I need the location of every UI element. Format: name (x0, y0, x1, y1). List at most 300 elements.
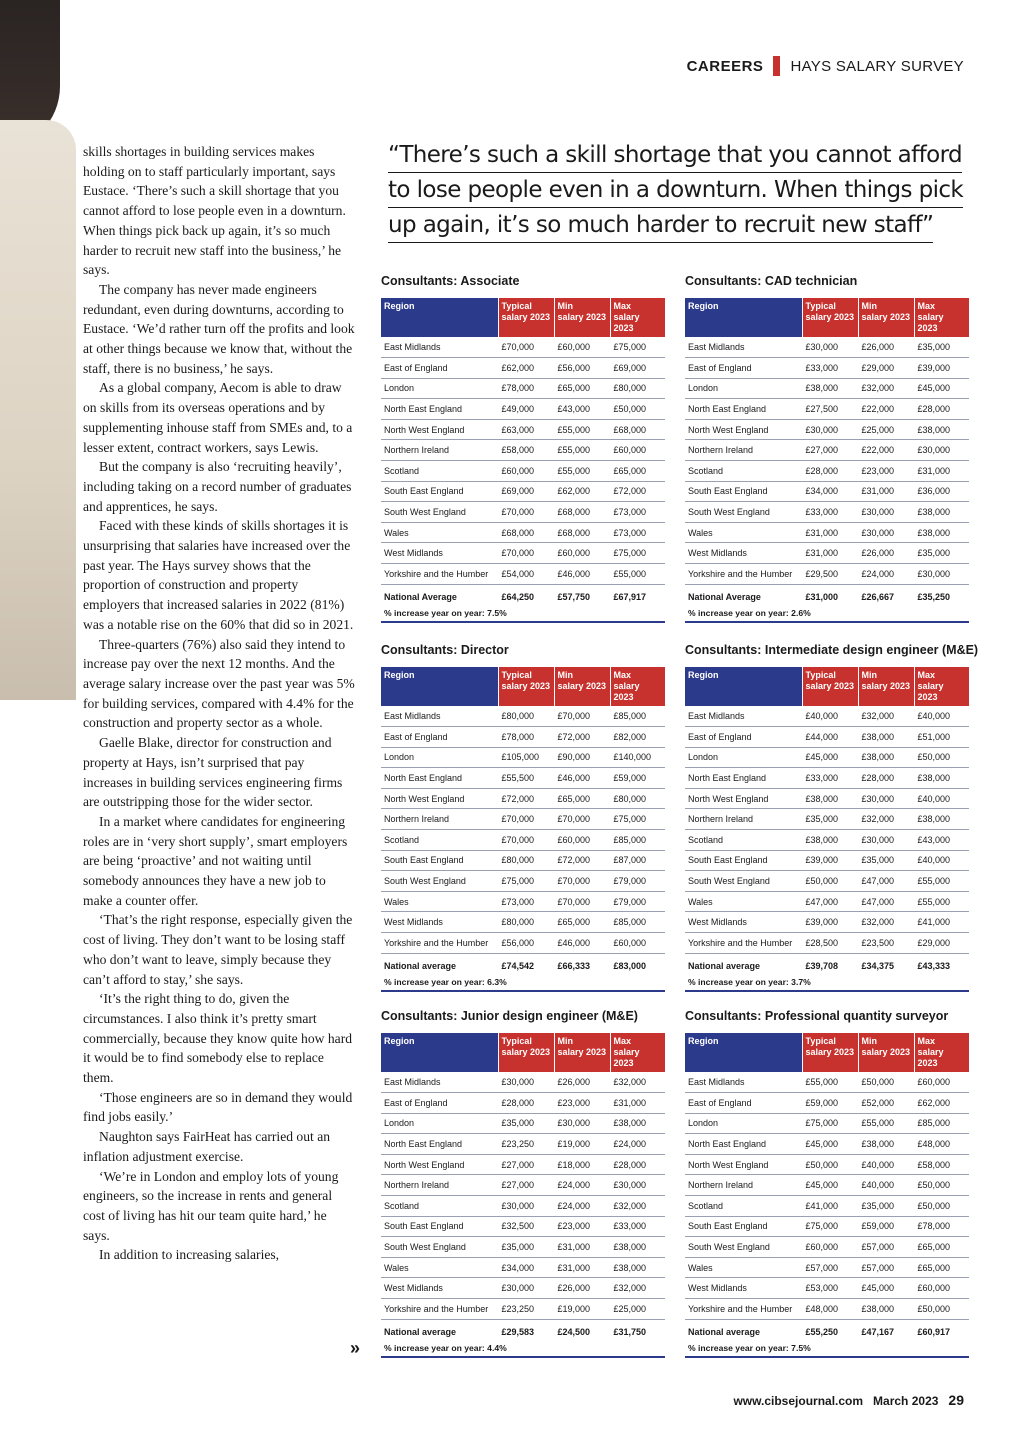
average-cell: £67,917 (610, 584, 665, 606)
average-cell: £55,250 (802, 1319, 858, 1341)
table-cell: North East England (685, 768, 802, 789)
table-cell: Wales (381, 1257, 498, 1278)
header-min: Min salary 2023 (554, 1033, 610, 1072)
table-cell: £65,000 (914, 1257, 969, 1278)
table-cell: £68,000 (498, 522, 554, 543)
continue-marker: » (350, 1338, 361, 1358)
table-row (685, 809, 969, 830)
table-row (381, 809, 665, 830)
table-cell: East of England (381, 358, 498, 379)
table-cell: £48,000 (914, 1134, 969, 1155)
table-cell: £30,000 (858, 788, 914, 809)
average-cell: £83,000 (610, 953, 665, 975)
salary-table-associate (381, 274, 665, 623)
table-cell: £27,000 (802, 440, 858, 461)
table-cell: £19,000 (554, 1134, 610, 1155)
table-cell: £24,000 (554, 1175, 610, 1196)
average-cell: £31,000 (802, 584, 858, 606)
header-region: Region (381, 1033, 498, 1072)
average-cell: £60,917 (914, 1319, 969, 1341)
table-cell: £72,000 (554, 727, 610, 748)
page-number: 29 (948, 1392, 964, 1408)
table-cell: £32,000 (610, 1072, 665, 1093)
table-cell: London (685, 378, 802, 399)
table-cell: £32,000 (610, 1196, 665, 1217)
table-cell: Wales (381, 891, 498, 912)
table-cell: £59,000 (802, 1093, 858, 1114)
yearly-increase: % increase year on year: 6.3% (381, 975, 665, 992)
salary-table-intermediate-design-engineer (685, 643, 979, 992)
table-cell: £35,000 (858, 850, 914, 871)
table-cell: £54,000 (498, 564, 554, 585)
header-typical: Typical salary 2023 (802, 298, 858, 337)
table-cell: £68,000 (610, 419, 665, 440)
table-cell: £35,000 (498, 1237, 554, 1258)
salary-table (685, 667, 969, 975)
header-typical: Typical salary 2023 (498, 667, 554, 706)
table-cell: £60,000 (498, 461, 554, 482)
table-cell: £23,000 (858, 461, 914, 482)
header-typical: Typical salary 2023 (802, 667, 858, 706)
salary-table (381, 1033, 665, 1341)
header-typical: Typical salary 2023 (498, 298, 554, 337)
national-average-row (685, 584, 969, 606)
table-cell: £28,000 (858, 768, 914, 789)
table-cell: West Midlands (685, 912, 802, 933)
table-cell: £60,000 (914, 1072, 969, 1093)
table-cell: £40,000 (802, 706, 858, 727)
table-cell: £80,000 (610, 378, 665, 399)
body-paragraph: ‘We’re in London and employ lots of young engineers, so the increase in rents and general cost of living has hit our team quite hard,’ he says. (83, 1168, 339, 1243)
table-cell: £31,000 (802, 522, 858, 543)
table-cell: Northern Ireland (685, 1175, 802, 1196)
table-cell: £55,000 (914, 871, 969, 892)
table-row (685, 1113, 969, 1134)
national-average-row (685, 953, 969, 975)
table-cell: £31,000 (554, 1237, 610, 1258)
table-header-row (685, 1033, 969, 1072)
table-cell: £38,000 (858, 1134, 914, 1155)
body-paragraph: Gaelle Blake, director for construction and property at Hays, isn’t surprised that pay increases in building services engineering firms are outstripping those for the wider sector. (83, 735, 343, 810)
table-cell: £55,000 (554, 419, 610, 440)
table-header-row (685, 667, 969, 706)
table-row (381, 502, 665, 523)
table-cell: £38,000 (858, 747, 914, 768)
table-cell: South West England (685, 502, 802, 523)
table-row (685, 419, 969, 440)
table-cell: East of England (685, 727, 802, 748)
table-cell: £34,000 (498, 1257, 554, 1278)
table-row (381, 1237, 665, 1258)
table-cell: £23,250 (498, 1134, 554, 1155)
table-row (381, 419, 665, 440)
table-row (685, 1237, 969, 1258)
table-header-row (685, 298, 969, 337)
table-cell: £38,000 (610, 1237, 665, 1258)
header-typical: Typical salary 2023 (802, 1033, 858, 1072)
table-cell: South West England (685, 871, 802, 892)
table-cell: North West England (685, 788, 802, 809)
table-row (381, 1216, 665, 1237)
average-cell: £29,583 (498, 1319, 554, 1341)
table-cell: £47,000 (802, 891, 858, 912)
yearly-increase: % increase year on year: 7.5% (381, 606, 665, 623)
table-row (381, 747, 665, 768)
yearly-increase: % increase year on year: 2.6% (685, 606, 969, 623)
table-row (381, 337, 665, 358)
table-cell: East of England (381, 1093, 498, 1114)
table-cell: Wales (381, 522, 498, 543)
table-cell: £45,000 (802, 1175, 858, 1196)
header-max: Max salary 2023 (914, 1033, 969, 1072)
table-cell: East Midlands (381, 706, 498, 727)
table-row (381, 871, 665, 892)
table-cell: £33,000 (802, 358, 858, 379)
table-row (381, 727, 665, 748)
table-cell: South East England (685, 850, 802, 871)
body-paragraph: Faced with these kinds of skills shortages it is unsurprising that salaries have increased over the past year. The Hays survey shows that the proportion of construction and property employers that increased salaries in 2022 (81%) was a notable rise on the 60% that did so in 2021. (83, 518, 354, 632)
table-cell: £18,000 (554, 1154, 610, 1175)
table-cell: £32,000 (858, 809, 914, 830)
table-row (685, 1093, 969, 1114)
table-cell: £29,500 (802, 564, 858, 585)
table-cell: £28,000 (914, 399, 969, 420)
table-row (685, 850, 969, 871)
table-cell: £73,000 (498, 891, 554, 912)
average-cell: £35,250 (914, 584, 969, 606)
table-cell: Yorkshire and the Humber (381, 1299, 498, 1320)
table-cell: £60,000 (554, 830, 610, 851)
table-cell: £55,500 (498, 768, 554, 789)
table-cell: South East England (381, 1216, 498, 1237)
table-row (381, 522, 665, 543)
table-row (381, 830, 665, 851)
table-row (685, 337, 969, 358)
subsection-label: HAYS SALARY SURVEY (790, 57, 964, 75)
salary-table (685, 1033, 969, 1341)
table-cell: £30,000 (858, 502, 914, 523)
table-cell: North East England (381, 399, 498, 420)
table-cell: South East England (381, 850, 498, 871)
table-cell: £62,000 (498, 358, 554, 379)
table-cell: £56,000 (498, 933, 554, 954)
table-row (381, 543, 665, 564)
table-cell: £70,000 (554, 871, 610, 892)
table-cell: £50,000 (802, 1154, 858, 1175)
table-cell: £50,000 (914, 1196, 969, 1217)
table-cell: Yorkshire and the Humber (381, 564, 498, 585)
table-cell: £70,000 (498, 830, 554, 851)
table-cell: £80,000 (498, 912, 554, 933)
table-cell: £30,000 (914, 440, 969, 461)
table-cell: West Midlands (685, 543, 802, 564)
header-divider (773, 56, 780, 76)
table-cell: £60,000 (554, 543, 610, 564)
table-cell: Yorkshire and the Humber (381, 933, 498, 954)
pull-quote-line: to lose people even in a downturn. When things pick (388, 173, 963, 208)
table-cell: £85,000 (610, 912, 665, 933)
table-cell: £140,000 (610, 747, 665, 768)
table-cell: £58,000 (498, 440, 554, 461)
table-cell: Northern Ireland (381, 440, 498, 461)
page-footer (733, 1392, 964, 1408)
body-paragraph: Three-quarters (76%) also said they intend to increase pay over the next 12 months. And the average salary increase over the past year was 5% for building services, compared with 4.4% for the construction and property sector as a whole. (83, 636, 355, 731)
table-cell: £79,000 (610, 871, 665, 892)
table-cell: £72,000 (554, 850, 610, 871)
salary-table-quantity-surveyor (685, 1009, 969, 1358)
table-row (685, 871, 969, 892)
average-cell: National Average (688, 592, 761, 603)
table-row (685, 1175, 969, 1196)
header-min: Min salary 2023 (858, 1033, 914, 1072)
table-cell: Scotland (381, 830, 498, 851)
table-row (685, 891, 969, 912)
table-cell: £68,000 (554, 522, 610, 543)
salary-table (381, 298, 665, 606)
national-average-row (381, 953, 665, 975)
table-cell: £27,000 (498, 1154, 554, 1175)
table-header-row (381, 298, 665, 337)
table-cell: £50,000 (802, 871, 858, 892)
table-cell: £73,000 (610, 522, 665, 543)
table-row (381, 706, 665, 727)
table-cell: £28,000 (610, 1154, 665, 1175)
table-title: Consultants: CAD technician (685, 274, 858, 288)
average-cell: £39,708 (802, 953, 858, 975)
pull-quote-line: up again, it’s so much harder to recruit new staff” (388, 208, 933, 243)
table-cell: £23,500 (858, 933, 914, 954)
issue-date: March 2023 (873, 1394, 939, 1408)
table-cell: £30,000 (498, 1072, 554, 1093)
table-cell: £35,000 (802, 809, 858, 830)
header-max: Max salary 2023 (610, 298, 665, 337)
table-cell: £50,000 (610, 399, 665, 420)
table-cell: £48,000 (802, 1299, 858, 1320)
table-row (685, 1216, 969, 1237)
table-cell: £78,000 (498, 727, 554, 748)
table-cell: £79,000 (610, 891, 665, 912)
table-cell: £30,000 (498, 1196, 554, 1217)
table-row (381, 378, 665, 399)
table-cell: South East England (685, 481, 802, 502)
table-cell: £39,000 (802, 850, 858, 871)
table-cell: £38,000 (858, 727, 914, 748)
body-paragraph: In addition to increasing salaries, (99, 1247, 280, 1263)
table-row (381, 564, 665, 585)
table-cell: Scotland (381, 1196, 498, 1217)
table-cell: £57,000 (802, 1257, 858, 1278)
table-row (381, 461, 665, 482)
table-cell: £30,000 (858, 830, 914, 851)
table-cell: £40,000 (858, 1175, 914, 1196)
body-paragraph: ‘It’s the right thing to do, given the circumstances. I also think it’s pretty smart commercially, because they know quite how hard it would be to find somebody else to replace them. (83, 991, 353, 1086)
table-cell: £29,000 (858, 358, 914, 379)
table-cell: North East England (381, 768, 498, 789)
table-cell: £26,000 (554, 1278, 610, 1299)
table-cell: £30,000 (554, 1113, 610, 1134)
table-row (685, 1072, 969, 1093)
table-cell: £38,000 (802, 788, 858, 809)
table-cell: North East England (685, 399, 802, 420)
table-cell: London (685, 747, 802, 768)
table-cell: £78,000 (498, 378, 554, 399)
table-cell: £63,000 (498, 419, 554, 440)
yearly-increase: % increase year on year: 3.7% (685, 975, 969, 992)
table-cell: £31,000 (610, 1093, 665, 1114)
table-cell: £68,000 (554, 502, 610, 523)
table-cell: £30,000 (802, 419, 858, 440)
table-row (685, 1257, 969, 1278)
table-cell: £50,000 (914, 1299, 969, 1320)
table-cell: Wales (685, 522, 802, 543)
table-cell: West Midlands (381, 912, 498, 933)
table-cell: £50,000 (914, 1175, 969, 1196)
table-row (685, 461, 969, 482)
table-cell: £43,000 (914, 830, 969, 851)
table-title: Consultants: Director (381, 643, 509, 657)
table-row (381, 1072, 665, 1093)
table-row (685, 543, 969, 564)
table-cell: North West England (381, 1154, 498, 1175)
table-cell: £38,000 (914, 419, 969, 440)
table-row (381, 1113, 665, 1134)
table-cell: West Midlands (381, 1278, 498, 1299)
table-cell: East of England (381, 727, 498, 748)
header-min: Min salary 2023 (554, 667, 610, 706)
table-cell: £60,000 (610, 933, 665, 954)
table-cell: £75,000 (802, 1216, 858, 1237)
table-cell: £26,000 (858, 337, 914, 358)
table-cell: £40,000 (914, 788, 969, 809)
table-cell: North West England (381, 788, 498, 809)
table-header-row (381, 1033, 665, 1072)
header-max: Max salary 2023 (610, 1033, 665, 1072)
table-cell: £41,000 (802, 1196, 858, 1217)
body-paragraph: In a market where candidates for engineering roles are in ‘very short supply’, smart employers are being ‘proactive’ and not waiting until somebody announces they have a new job to make a counter offer. (83, 813, 348, 908)
table-cell: £45,000 (858, 1278, 914, 1299)
table-cell: £60,000 (554, 337, 610, 358)
table-row (381, 1278, 665, 1299)
table-cell: North West England (685, 419, 802, 440)
pull-quote (388, 138, 974, 243)
table-cell: South West England (381, 1237, 498, 1258)
average-cell: £24,500 (554, 1319, 610, 1341)
table-cell: £75,000 (802, 1113, 858, 1134)
average-cell: National Average (384, 592, 457, 603)
table-cell: £55,000 (858, 1113, 914, 1134)
table-cell: South West England (381, 871, 498, 892)
table-cell: £65,000 (554, 912, 610, 933)
table-cell: £35,000 (498, 1113, 554, 1134)
salary-table-junior-design-engineer (381, 1009, 665, 1358)
header-region: Region (381, 667, 498, 706)
table-cell: £31,000 (554, 1257, 610, 1278)
table-cell: Northern Ireland (381, 1175, 498, 1196)
article-body (83, 142, 355, 1265)
table-cell: £19,000 (554, 1299, 610, 1320)
table-cell: £59,000 (858, 1216, 914, 1237)
table-cell: £38,000 (610, 1113, 665, 1134)
table-title: Consultants: Associate (381, 274, 520, 288)
table-cell: £27,500 (802, 399, 858, 420)
table-cell: £28,000 (498, 1093, 554, 1114)
section-header (687, 56, 964, 76)
table-cell: £70,000 (554, 891, 610, 912)
table-cell: £26,000 (858, 543, 914, 564)
average-cell: £26,667 (858, 584, 914, 606)
header-typical: Typical salary 2023 (498, 1033, 554, 1072)
table-cell: £31,000 (802, 543, 858, 564)
table-row (381, 1196, 665, 1217)
table-cell: £80,000 (498, 706, 554, 727)
website-link[interactable]: www.cibsejournal.com (733, 1394, 864, 1408)
table-cell: £38,000 (802, 378, 858, 399)
table-cell: £23,000 (554, 1093, 610, 1114)
table-row (685, 564, 969, 585)
table-cell: London (685, 1113, 802, 1134)
table-cell: East of England (685, 358, 802, 379)
table-row (685, 747, 969, 768)
table-cell: £70,000 (498, 543, 554, 564)
table-row (685, 378, 969, 399)
table-cell: £40,000 (914, 706, 969, 727)
table-row (381, 933, 665, 954)
table-cell: £23,000 (554, 1216, 610, 1237)
body-paragraph: ‘Those engineers are so in demand they would find jobs easily.’ (83, 1089, 353, 1125)
table-row (381, 891, 665, 912)
table-cell: West Midlands (381, 543, 498, 564)
table-row (685, 727, 969, 748)
table-cell: East Midlands (685, 706, 802, 727)
table-cell: East Midlands (381, 1072, 498, 1093)
table-row (685, 1278, 969, 1299)
table-row (381, 481, 665, 502)
table-header-row (381, 667, 665, 706)
table-cell: North West England (685, 1154, 802, 1175)
table-cell: £43,000 (554, 399, 610, 420)
table-cell: East Midlands (685, 337, 802, 358)
table-cell: West Midlands (685, 1278, 802, 1299)
table-cell: £57,000 (858, 1237, 914, 1258)
table-cell: Yorkshire and the Humber (685, 1299, 802, 1320)
table-cell: £22,000 (858, 440, 914, 461)
table-cell: £38,000 (914, 502, 969, 523)
table-cell: £35,000 (914, 337, 969, 358)
table-cell: North West England (381, 419, 498, 440)
table-cell: £58,000 (914, 1154, 969, 1175)
table-cell: £55,000 (554, 461, 610, 482)
table-cell: Yorkshire and the Humber (685, 933, 802, 954)
table-cell: East of England (685, 1093, 802, 1114)
table-cell: Northern Ireland (381, 809, 498, 830)
table-cell: £65,000 (554, 788, 610, 809)
average-cell: National average (688, 961, 761, 972)
table-cell: £75,000 (610, 543, 665, 564)
table-cell: Northern Ireland (685, 440, 802, 461)
table-cell: £46,000 (554, 564, 610, 585)
table-cell: £41,000 (914, 912, 969, 933)
table-cell: £105,000 (498, 747, 554, 768)
table-title: Consultants: Junior design engineer (M&E) (381, 1009, 638, 1023)
table-cell: £38,000 (610, 1257, 665, 1278)
table-cell: £47,000 (858, 871, 914, 892)
table-cell: £35,000 (914, 543, 969, 564)
table-row (685, 706, 969, 727)
table-row (685, 1154, 969, 1175)
table-cell: £31,000 (914, 461, 969, 482)
table-cell: £70,000 (498, 809, 554, 830)
body-paragraph: ‘That’s the right response, especially given the cost of living. They don’t want to be losing staff who don’t want to leave, simply because they can’t afford to stay,’ she says. (83, 912, 353, 987)
